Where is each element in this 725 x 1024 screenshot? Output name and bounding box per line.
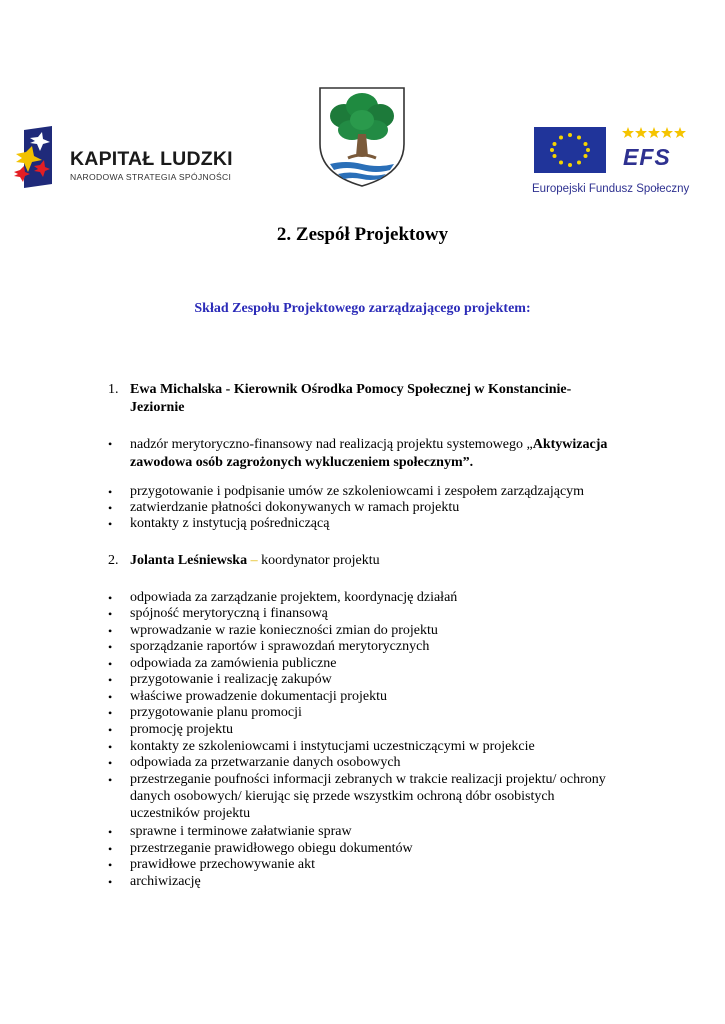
document-title: 2. Zespół Projektowy xyxy=(276,224,449,245)
list-item: kontakty z instytucją pośredniczącą xyxy=(130,516,330,531)
member-2-number: 2. xyxy=(108,553,119,568)
efs-letters: EFS xyxy=(623,144,671,170)
bullet-dot: • xyxy=(108,437,113,451)
list-item: zatwierdzanie płatności dokonywanych w ramach projektu xyxy=(130,500,460,515)
eu-flag-icon xyxy=(534,127,606,173)
member-1-line2: Jeziornie xyxy=(130,400,185,415)
confidentiality-line3: uczestników projektu xyxy=(130,806,251,821)
list-item: archiwizację xyxy=(130,874,201,889)
list-item: przygotowanie planu promocji xyxy=(130,705,302,720)
bullet-dot: • xyxy=(108,624,113,638)
bullet-dot: • xyxy=(108,756,113,770)
member-1-number: 1. xyxy=(108,382,119,397)
bullet-dot: • xyxy=(108,825,113,839)
bullet-dot: • xyxy=(108,591,113,605)
oversight-project-name-1: Aktywizacja xyxy=(532,437,608,452)
oversight-project-name-2: zawodowa osób zagrożonych wykluczeniem społecznym”. xyxy=(130,455,474,470)
oak-tree-crest-icon xyxy=(318,86,406,188)
oversight-text: nadzór merytoryczno-finansowy nad realizacją projektu systemowego „ xyxy=(130,437,533,452)
bullet-dot: • xyxy=(108,657,113,671)
coat-of-arms-logo xyxy=(318,86,406,188)
list-item: przygotowanie i podpisanie umów ze szkoleniowcami i zespołem zarządzającym xyxy=(130,484,585,499)
bullet-dot: • xyxy=(108,640,113,654)
efs-caption: Europejski Fundusz Społeczny xyxy=(532,183,690,195)
member-2-heading xyxy=(130,552,380,570)
member-2-role: koordynator projektu xyxy=(261,553,380,568)
list-item: odpowiada za zarządzanie projektem, koordynację działań xyxy=(130,590,458,605)
bullet-dot: • xyxy=(108,690,113,704)
efs-stars-icon xyxy=(622,126,686,140)
bullet-dot: • xyxy=(108,858,113,872)
list-item: sporządzanie raportów i sprawozdań merytorycznych xyxy=(130,639,430,654)
bullet-dot: • xyxy=(108,517,113,531)
bullet-dot: • xyxy=(108,773,113,787)
list-item: przygotowanie i realizację zakupów xyxy=(130,672,332,687)
list-item: prawidłowe przechowywanie akt xyxy=(130,857,316,872)
list-item: odpowiada za przetwarzanie danych osobowych xyxy=(130,755,401,770)
kapital-ludzki-title: KAPITAŁ LUDZKI xyxy=(70,148,233,170)
list-item: wprowadzanie w razie konieczności zmian do projektu xyxy=(130,623,438,638)
list-item: sprawne i terminowe załatwianie spraw xyxy=(130,824,352,839)
bullet-dot: • xyxy=(108,723,113,737)
list-item: odpowiada za zamówienia publiczne xyxy=(130,656,337,671)
document-subtitle: Skład Zespołu Projektowego zarządzającego projektem: xyxy=(194,301,531,316)
confidentiality-line1: przestrzeganie poufności informacji zebranych w trakcie realizacji projektu/ ochrony xyxy=(130,772,606,787)
bullet-dot: • xyxy=(108,501,113,515)
list-item: spójność merytoryczną i finansową xyxy=(130,606,328,621)
bullet-dot: • xyxy=(108,875,113,889)
member-1-line1: Ewa Michalska - Kierownik Ośrodka Pomocy Społecznej w Konstancinie- xyxy=(130,382,572,397)
list-item: przestrzeganie prawidłowego obiegu dokumentów xyxy=(130,841,413,856)
bullet-dot: • xyxy=(108,842,113,856)
bullet-dot: • xyxy=(108,706,113,720)
kapital-ludzki-subtitle: NARODOWA STRATEGIA SPÓJNOŚCI xyxy=(70,172,232,182)
bullet-dot: • xyxy=(108,673,113,687)
bullet-dot: • xyxy=(108,607,113,621)
list-item: właściwe prowadzenie dokumentacji projektu xyxy=(130,689,387,704)
kapital-ludzki-logo xyxy=(12,126,233,192)
member-2-name: Jolanta Leśniewska xyxy=(130,553,248,568)
bullet-dot: • xyxy=(108,485,113,499)
bullet-confidentiality xyxy=(130,771,606,822)
bullet-oversight xyxy=(130,436,607,472)
efs-logo xyxy=(532,124,692,202)
bullet-dot: • xyxy=(108,740,113,754)
list-item: promocję projektu xyxy=(130,722,234,737)
member-1-heading xyxy=(130,381,571,417)
member-2-dash: – xyxy=(247,553,262,568)
confidentiality-line2: danych osobowych/ kierując się przede wszystkim ochroną dóbr osobistych xyxy=(130,789,555,804)
list-item: kontakty ze szkoleniowcami i instytucjami uczestniczącymi w projekcie xyxy=(130,739,535,754)
kapital-ludzki-emblem-icon xyxy=(12,126,68,192)
